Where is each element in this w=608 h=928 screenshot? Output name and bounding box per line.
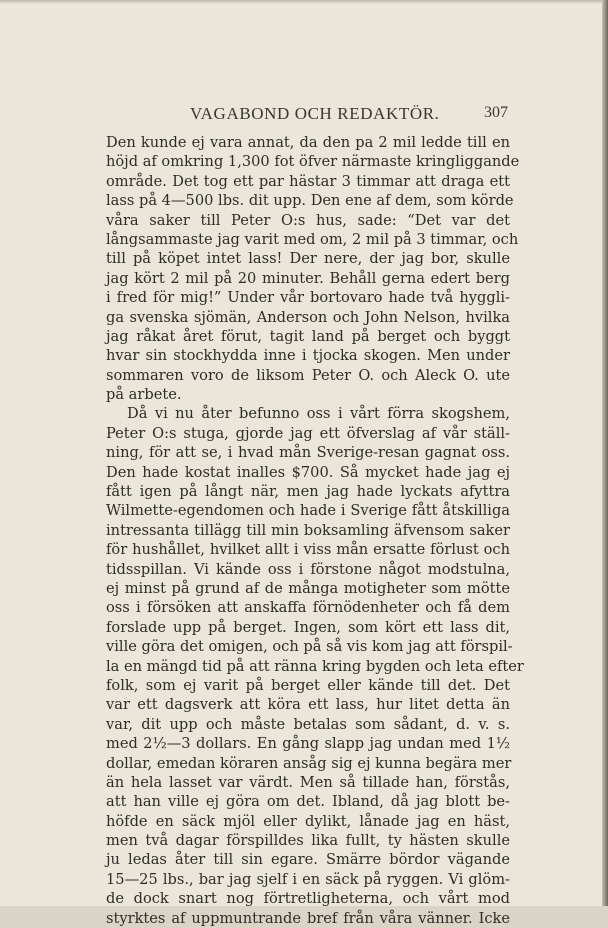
text-line: oss i försöken att anskaffa förnödenheter och få dem [106, 599, 510, 617]
text-line: de dock snart nog förtretligheterna, och vårt mod [106, 890, 510, 908]
paragraph-start-line: Då vi nu åter befunno oss i vårt förra skogshem, [127, 405, 510, 423]
text-line: jag råkat året förut, tagit land på berget och byggt [106, 327, 510, 345]
page-header [0, 104, 608, 126]
page-right-edge [602, 0, 608, 906]
text-line: på arbete. [106, 386, 182, 404]
text-line: var ett dagsverk att köra ett lass, hur litet detta än [106, 696, 510, 714]
text-line: ville göra det omigen, och på så vis kom jag att förspil- [106, 638, 513, 656]
text-line: Wilmette-egendomen och hade i Sverige fått åtskilliga [106, 502, 510, 520]
running-head: VAGABOND OCH REDAKTÖR. [190, 104, 440, 123]
text-line: fått igen på långt när, men jag hade lyckats afyttra [106, 483, 510, 501]
page-top-edge [0, 0, 608, 4]
text-line: att han ville ej göra om det. Ibland, då jag blott be- [106, 793, 510, 811]
text-line: ju ledas åter till sin egare. Smärre bördor vägande [106, 851, 510, 869]
text-line: ning, för att se, i hvad mån Sverige-resan gagnat oss. [106, 444, 510, 462]
text-line: hvar sin stockhydda inne i tjocka skogen. Men under [106, 347, 510, 365]
text-line: ga svenska sjömän, Anderson och John Nelson, hvilka [106, 308, 510, 326]
text-line: dollar, emedan köraren ansåg sig ej kunna begära mer [106, 754, 512, 772]
text-line: intressanta tillägg till min boksamling äfvensom saker [106, 521, 510, 539]
text-line: forslade upp på berget. Ingen, som kört ett lass dit, [106, 618, 510, 636]
text-line: än hela lasset var värdt. Men så tillade han, förstås, [106, 773, 510, 791]
text-line: var, dit upp och måste betalas som sådant, d. v. s. [106, 715, 510, 733]
text-line: till på köpet intet lass! Der nere, der jag bor, skulle [106, 250, 510, 268]
text-line: men två dagar förspilldes lika fullt, ty hästen skulle [106, 832, 510, 850]
text-line: ej minst på grund af de många motigheter som mötte [106, 579, 510, 597]
text-line: folk, som ej varit på berget eller kände till det. Det [106, 676, 510, 694]
page-number: 307 [484, 104, 508, 121]
text-line: sommaren voro de liksom Peter O. och Aleck O. ute [106, 366, 510, 384]
text-line: område. Det tog ett par hästar 3 timmar att draga ett [106, 172, 510, 190]
text-line: tidsspillan. Vi kände oss i förstone något modstulna, [106, 560, 510, 578]
text-line: för hushållet, hvilket allt i viss mån ersatte förlust och [106, 541, 510, 559]
text-line: i fred för mig!” Under vår bortovaro hade två hyggli- [106, 289, 510, 307]
text-line: Den kunde ej vara annat, da den pa 2 mil ledde till en [106, 134, 510, 151]
text-line: styrktes af uppmuntrande bref från våra vänner. Icke [106, 909, 510, 927]
text-line: våra saker till Peter O:s hus, sade: “Det var det [106, 211, 510, 229]
text-line: Den hade kostat inalles $700. Så mycket hade jag ej [106, 463, 510, 481]
text-line: jag kört 2 mil på 20 minuter. Behåll gerna edert berg [106, 269, 510, 287]
text-line: Peter O:s stuga, gjorde jag ett öfverslag af vår ställ- [106, 424, 510, 442]
text-line: 15—25 lbs., bar jag sjelf i en säck på ryggen. Vi glöm- [106, 870, 510, 888]
text-line: la en mängd tid på att ränna kring bygden och leta efter [106, 657, 524, 675]
text-line: lass på 4—500 lbs. dit upp. Den ene af dem, som körde [106, 192, 514, 210]
text-line: långsammaste jag varit med om, 2 mil på 3 timmar, och [106, 230, 519, 248]
body-text [106, 133, 524, 928]
text-line: höjd af omkring 1,300 fot öfver närmaste kringliggande [106, 153, 520, 171]
text-line: med 2½—3 dollars. En gång slapp jag undan med 1½ [106, 735, 510, 753]
text-line: höfde en säck mjöl eller dylikt, lånade jag en häst, [106, 812, 510, 830]
